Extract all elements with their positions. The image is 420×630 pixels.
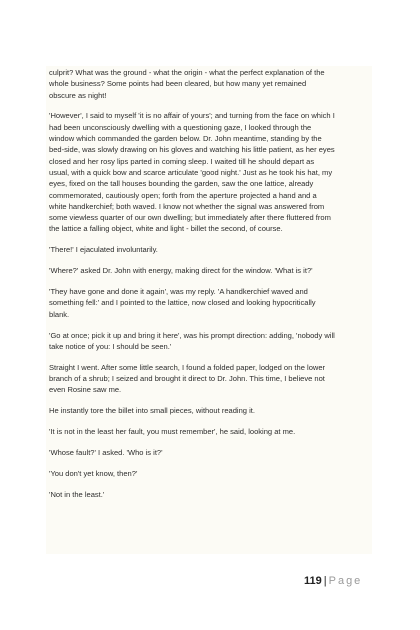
text-line: 'You don't yet know, then?' [49,468,138,478]
paragraph [49,447,371,458]
paragraph [49,330,371,353]
text-line: had been unconsciously dwelling with a questioning gaze, I looked through the [49,122,312,132]
text-line: 'Where?' asked Dr. John with energy, making direct for the window. 'What is it?' [49,266,313,276]
text-line: take notice of you: I should be seen.' [49,341,172,351]
paragraph [49,468,371,479]
text-line: something fell:' and I pointed to the lattice, now closed and looking hypocritically [49,298,316,308]
text-line: 'However', I said to myself 'it is no affair of yours'; and turning from the face on which I [49,111,335,121]
text-line: whole business? Some points had been cleared, but how many yet remained [49,79,307,89]
paragraph [49,244,371,255]
text-line: closed and her rosy lips parted in coming sleep. I waited till he should depart as [49,156,315,166]
page-footer [304,573,384,589]
text-line: 'They have gone and done it again', was my reply. 'A handkerchief waved and [49,287,308,297]
text-line: blank. [49,309,70,319]
paragraph [49,362,371,396]
text-line: 'Whose fault?' I asked. 'Who is it?' [49,448,163,458]
text-line: culprit? What was the ground - what the origin - what the perfect explanation of the [49,68,325,77]
text-line: the lattice a falling object, white and light - billet the second, of course. [49,224,283,234]
text-line: usual, with a quick bow and scarce articulate 'good night.' Just as he took his hat, my [49,167,333,177]
text-line: some viewless quarter of our own dwelling; but immediately after there fluttered from [49,213,331,223]
paragraph [49,489,371,500]
text-line: white handkerchief; both waved. I know not whether the signal was answered from [49,201,325,211]
paragraph [49,426,371,437]
text-line: 'Not in the least.' [49,489,105,499]
text-line: 'It is not in the least her fault, you must remember', he said, looking at me. [49,427,296,437]
body-text [49,67,371,510]
text-line: Straight I went. After some little search, I found a folded paper, lodged on the lower [49,362,326,372]
paragraph [49,286,371,320]
footer-separator: | [323,575,327,587]
paragraph [49,110,371,234]
page-label: Page [328,575,363,587]
text-line: commemorated, cautiously open; forth from the aperture projected a hand and a [49,190,317,200]
text-line: bed-side, was slowly drawing on his gloves and watching his little patient, as her eyes [49,145,335,155]
text-line: 'Go at once; pick it up and bring it here', was his prompt direction: adding, 'nobody will [49,330,335,340]
paragraph [49,265,371,276]
paragraph [49,67,371,101]
page-number: 119 [304,575,322,587]
text-line: 'There!' I ejaculated involuntarily. [49,245,158,255]
paragraph [49,405,371,416]
text-line: even Rosine saw me. [49,385,122,395]
text-line: He instantly tore the billet into small pieces, without reading it. [49,406,255,416]
text-line: obscure as night! [49,90,107,100]
text-line: window which commanded the garden below. Dr. John meantime, standing by the [49,134,322,144]
text-line: branch of a shrub; I seized and brought it direct to Dr. John. This time, I believe not [49,374,325,384]
text-line: eyes, fixed on the tall houses bounding the garden, saw the one lattice, already [49,179,314,189]
